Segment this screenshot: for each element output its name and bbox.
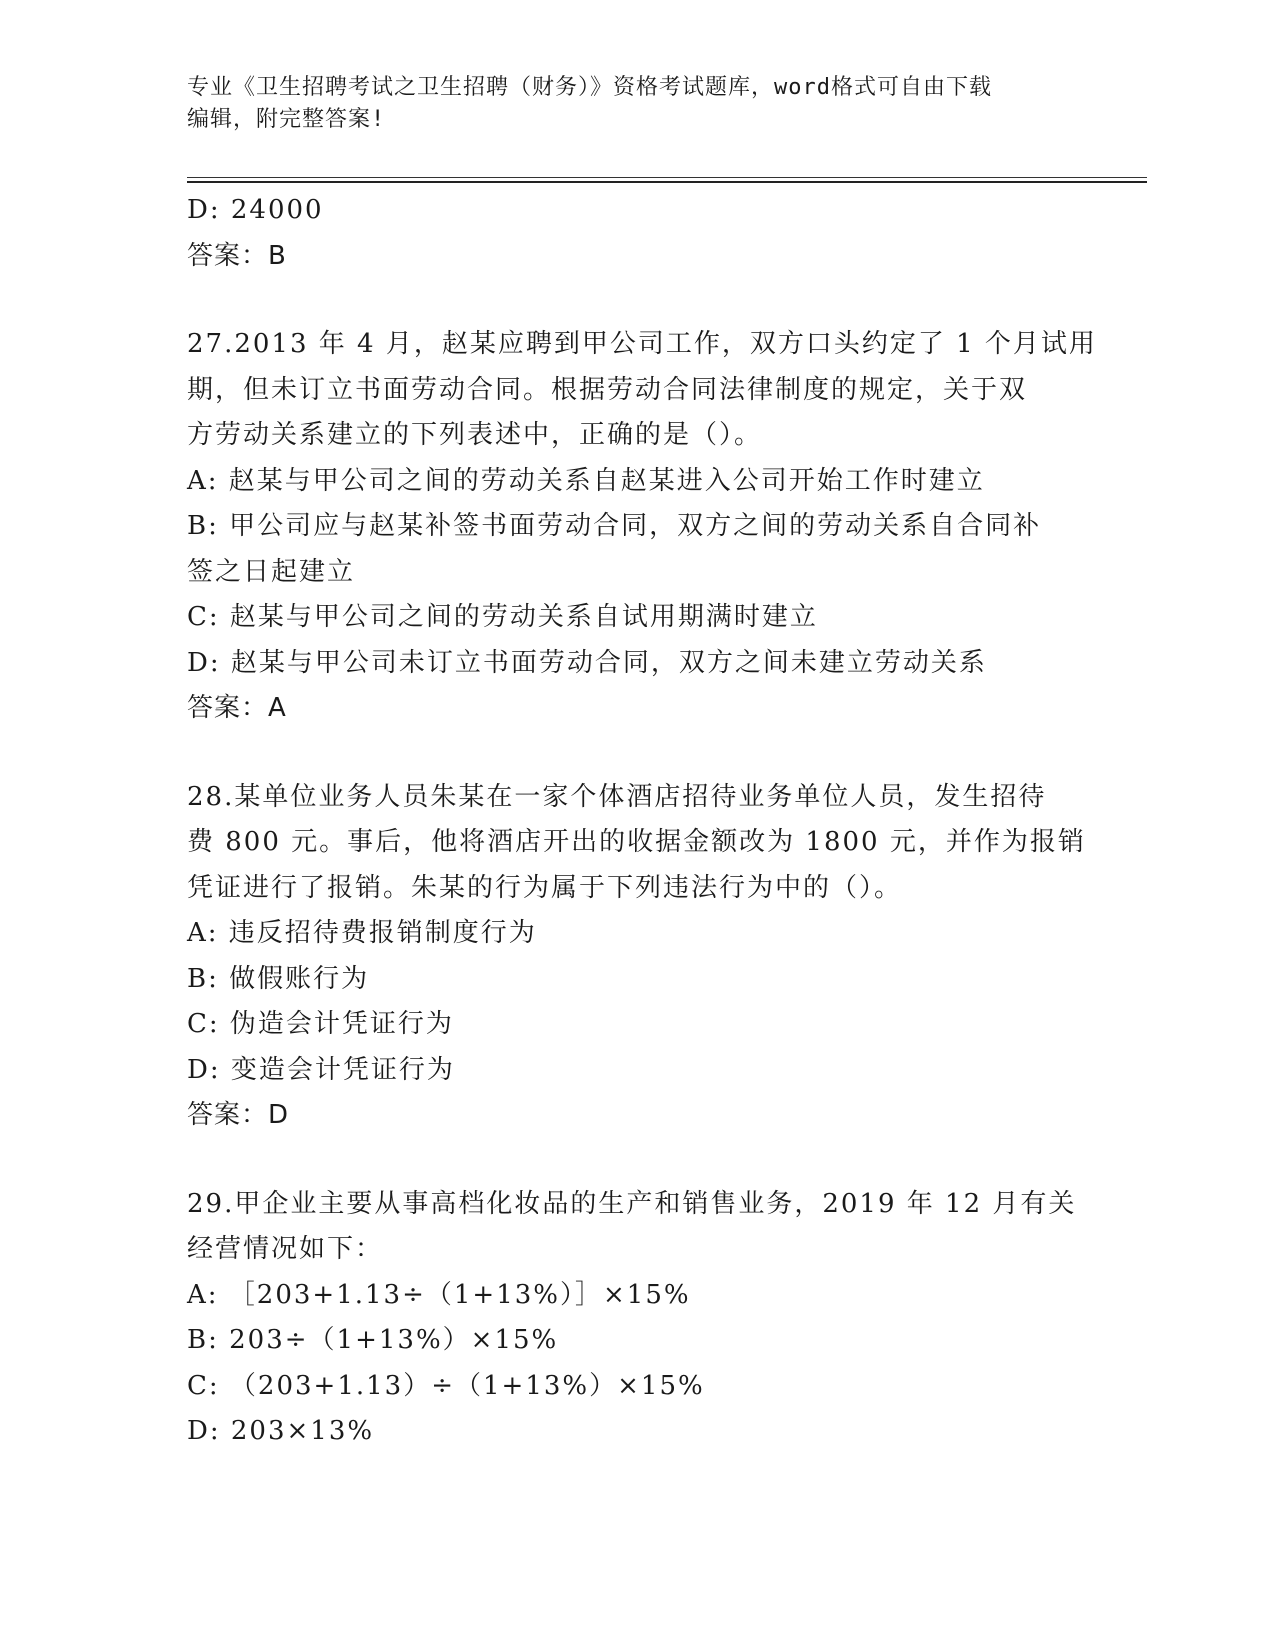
- question-27-option-c: C: 赵某与甲公司之间的劳动关系自试用期满时建立: [187, 602, 818, 632]
- question-29-option-b: B: 203÷（1+13%）×15%: [187, 1325, 559, 1355]
- question-27-answer: 答案：A: [187, 693, 287, 723]
- page-header: [187, 72, 1087, 136]
- question-27-option-d: D: 赵某与甲公司未订立书面劳动合同，双方之间未建立劳动关系: [187, 647, 987, 678]
- header-line-1: 专业《卫生招聘考试之卫生招聘（财务）》资格考试题库，word格式可自由下载: [187, 75, 992, 100]
- question-28-option-c: C: 伪造会计凭证行为: [187, 1009, 454, 1039]
- question-28-option-a: A: 违反招待费报销制度行为: [187, 918, 537, 948]
- question-27-text-line: 27.2013 年 4 月，赵某应聘到甲公司工作，双方口头约定了 1 个月试用: [187, 329, 1097, 359]
- prev-answer: 答案：B: [187, 240, 287, 271]
- question-28: [187, 775, 1087, 1139]
- question-29-option-d: D: 203×13%: [187, 1416, 375, 1446]
- question-29: [187, 1182, 1087, 1455]
- header-divider-thin: [187, 177, 1147, 178]
- spacer: [187, 1139, 1087, 1182]
- question-28-text-line: 费 800 元。事后，他将酒店开出的收据金额改为 1800 元，并作为报销: [187, 827, 1086, 857]
- question-content: [187, 188, 1097, 1455]
- question-27-text-line: 期，但未订立书面劳动合同。根据劳动合同法律制度的规定，关于双: [187, 374, 1028, 405]
- question-27: [187, 322, 1097, 732]
- question-27-option-b-cont: 签之日起建立: [187, 556, 356, 587]
- question-28-answer: 答案：D: [187, 1100, 290, 1130]
- question-28-text-line: 28.某单位业务人员朱某在一家个体酒店招待业务单位人员，发生招待: [187, 781, 1047, 812]
- header-divider-thick: [187, 181, 1147, 183]
- header-line-2: 编辑，附完整答案!: [187, 107, 386, 132]
- question-29-text-line: 经营情况如下：: [187, 1234, 384, 1264]
- prev-option-d: D: 24000: [187, 195, 324, 225]
- question-29-option-a: A: ［203+1.13÷（1+13%）］×15%: [187, 1279, 691, 1310]
- question-28-option-d: D: 变造会计凭证行为: [187, 1054, 455, 1085]
- question-28-option-b: B: 做假账行为: [187, 963, 370, 994]
- question-29-option-c: C: （203+1.13）÷（1+13%）×15%: [187, 1370, 705, 1401]
- question-27-option-b: B: 甲公司应与赵某补签书面劳动合同，双方之间的劳动关系自合同补: [187, 511, 1042, 541]
- question-27-option-a: A: 赵某与甲公司之间的劳动关系自赵某进入公司开始工作时建立: [187, 465, 985, 496]
- question-28-text-line: 凭证进行了报销。朱某的行为属于下列违法行为中的（）。: [187, 872, 903, 903]
- spacer: [187, 279, 1087, 322]
- question-27-text-line: 方劳动关系建立的下列表述中，正确的是（）。: [187, 420, 763, 450]
- question-29-text-line: 29.甲企业主要从事高档化妆品的生产和销售业务，2019 年 12 月有关: [187, 1188, 1077, 1219]
- spacer: [187, 732, 1087, 775]
